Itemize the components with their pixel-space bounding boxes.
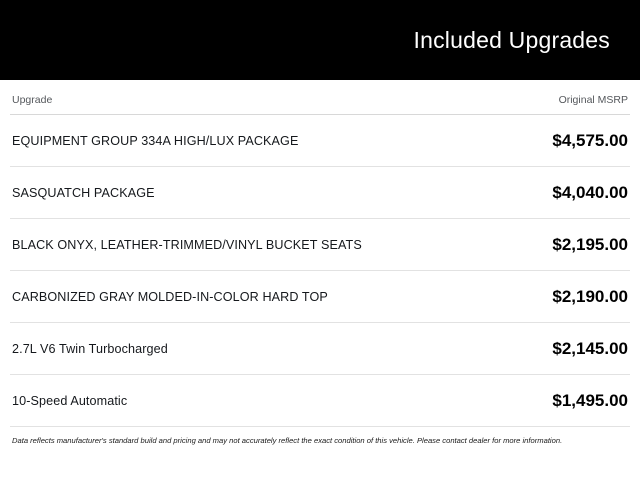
upgrade-name: EQUIPMENT GROUP 334A HIGH/LUX PACKAGE (12, 133, 299, 148)
table-row (10, 219, 630, 271)
upgrade-name: 2.7L V6 Twin Turbocharged (12, 341, 168, 356)
upgrade-price: $2,190.00 (552, 286, 628, 306)
column-header-msrp: Original MSRP (558, 94, 628, 106)
upgrade-price: $4,040.00 (552, 182, 628, 202)
page-header (0, 0, 640, 80)
column-header-upgrade: Upgrade (12, 94, 53, 106)
upgrade-price: $1,495.00 (552, 390, 628, 410)
disclaimer-text: Data reflects manufacturer's standard build and pricing and may not accurately reflect the exact condition of this vehicle. Please contact dealer for more information. (12, 436, 563, 445)
upgrade-price: $4,575.00 (552, 130, 628, 150)
upgrade-name: CARBONIZED GRAY MOLDED-IN-COLOR HARD TOP (12, 289, 328, 304)
table-column-headers (10, 80, 630, 115)
upgrade-price: $2,195.00 (552, 234, 628, 254)
upgrade-price: $2,145.00 (552, 338, 628, 358)
table-row (10, 323, 630, 375)
upgrade-name: SASQUATCH PACKAGE (12, 185, 155, 200)
upgrades-table (10, 115, 630, 427)
table-row (10, 115, 630, 167)
upgrades-sheet (0, 80, 640, 480)
table-row (10, 375, 630, 427)
upgrade-name: BLACK ONYX, LEATHER-TRIMMED/VINYL BUCKET SEATS (12, 237, 362, 252)
page-title: Included Upgrades (413, 26, 610, 53)
upgrade-name: 10-Speed Automatic (12, 393, 128, 408)
table-row (10, 271, 630, 323)
table-row (10, 167, 630, 219)
